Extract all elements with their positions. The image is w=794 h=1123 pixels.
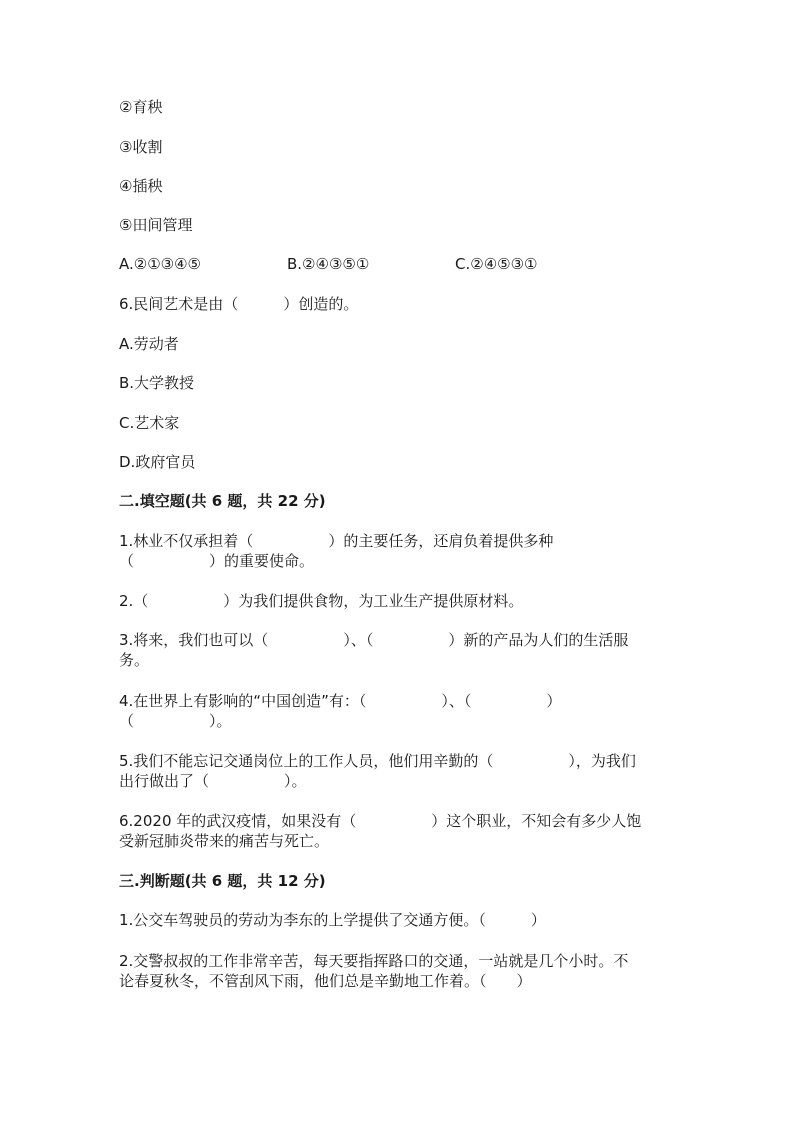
fill-q5-line1: 5.我们不能忘记交通岗位上的工作人员，他们用辛勤的（ ），为我们: [119, 752, 636, 770]
q6-stem: 6.民间艺术是由（ ）创造的。: [119, 295, 359, 313]
fill-q1-line1: 1.林业不仅承担着（ ）的主要任务，还肩负着提供多种: [119, 532, 554, 550]
q5-choice-c: C.②④⑤③①: [455, 255, 538, 273]
fill-q1-line2: （ ）的重要使命。: [119, 552, 315, 570]
judge-q1-line1: 1.公交车驾驶员的劳动为李东的上学提供了交通方便。（ ）: [119, 911, 546, 929]
fill-q6-line1: 6.2020 年的武汉疫情，如果没有（ ）这个职业，不知会有多少人饱: [119, 812, 642, 830]
q6-choice-d: D.政府官员: [119, 453, 196, 471]
fill-q4-line2: （ ）。: [119, 712, 232, 730]
section2-title: 二.填空题(共 6 题，共 22 分): [119, 492, 326, 510]
fill-q6-line2: 受新冠肺炎带来的痛苦与死亡。: [119, 832, 330, 850]
q5-choices-row: [119, 254, 679, 276]
q5-step-3: ③收割: [119, 138, 163, 156]
q5-choice-b: B.②④③⑤①: [287, 255, 370, 273]
judge-q2-line1: 2.交警叔叔的工作非常辛苦，每天要指挥路口的交通，一站就是几个小时。不: [119, 952, 629, 970]
fill-q3-line2: 务。: [119, 651, 150, 669]
q6-choice-c: C.艺术家: [119, 414, 180, 432]
q5-step-5: ⑤田间管理: [119, 216, 193, 234]
fill-q5-line2: 出行做出了（ ）。: [119, 772, 307, 790]
q5-step-2: ②育秧: [119, 98, 163, 116]
fill-q3-line1: 3.将来，我们也可以（ ）、（ ）新的产品为人们的生活服: [119, 631, 629, 649]
section3-title: 三.判断题(共 6 题，共 12 分): [119, 872, 326, 890]
q5-step-4: ④插秧: [119, 177, 163, 195]
fill-q2-line1: 2.（ ）为我们提供食物，为工业生产提供原材料。: [119, 592, 524, 610]
q5-choice-a: A.②①③④⑤: [119, 255, 202, 273]
judge-q2-line2: 论春夏秋冬，不管刮风下雨，他们总是辛勤地工作着。（ ）: [119, 972, 532, 990]
q6-choice-a: A.劳动者: [119, 335, 179, 353]
q6-choice-b: B.大学教授: [119, 374, 195, 392]
fill-q4-line1: 4.在世界上有影响的“中国创造”有：（ ）、（ ）: [119, 692, 562, 710]
